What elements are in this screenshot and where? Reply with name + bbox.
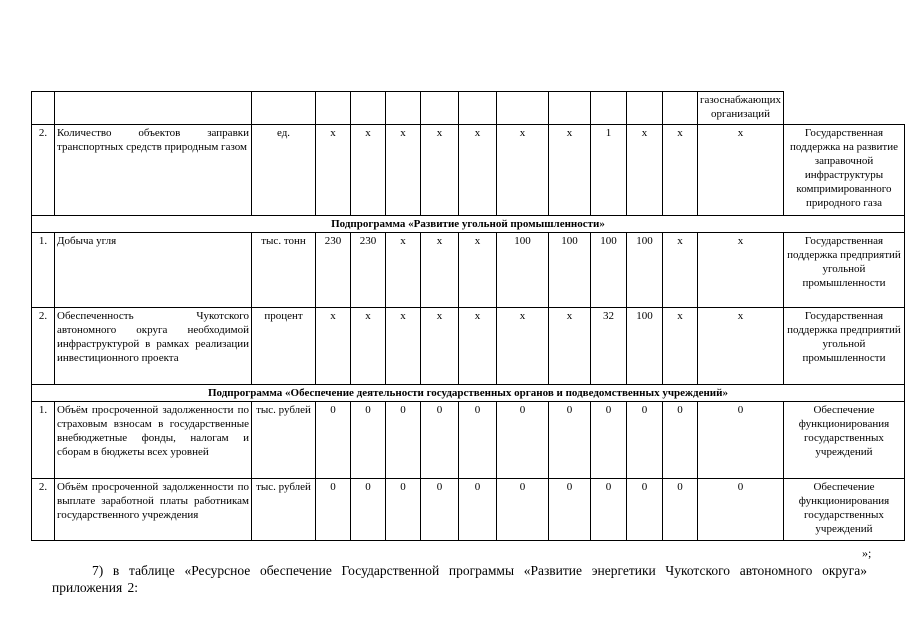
measure-cell: Государственная поддержка предприятий угольной промышленности	[783, 308, 904, 385]
value-cell: х	[459, 125, 497, 216]
row-number-cell: 2.	[32, 308, 55, 385]
indicator-name-cell: Объём просроченной задолженности по страховым взносам в государственные внебюджетные фонды, налогам и сборам в бюджеты всех уровней	[55, 402, 252, 479]
value-cell: х	[549, 125, 591, 216]
value-cell: х	[386, 233, 421, 308]
value-cell: 32	[591, 308, 627, 385]
value-cell: х	[698, 233, 784, 308]
table-row	[32, 233, 905, 308]
row-number-cell: 2.	[32, 479, 55, 541]
empty-cell	[663, 92, 698, 125]
value-cell: х	[459, 308, 497, 385]
value-cell: 0	[351, 402, 386, 479]
measure-cell: газоснабжающих организаций	[698, 92, 784, 125]
value-cell: 0	[591, 402, 627, 479]
unit-cell: ед.	[252, 125, 316, 216]
value-cell: 100	[549, 233, 591, 308]
row-number-cell: 1.	[32, 402, 55, 479]
indicator-name-cell: Добыча угля	[55, 233, 252, 308]
empty-cell	[252, 92, 316, 125]
value-cell: 0	[386, 402, 421, 479]
value-cell: 0	[698, 402, 784, 479]
value-cell: х	[663, 125, 698, 216]
value-cell: 100	[627, 308, 663, 385]
value-cell: 230	[351, 233, 386, 308]
section-row	[32, 216, 905, 233]
indicator-name-cell: Обеспеченность Чукотского автономного округа необходимой инфраструктурой в рамках реализации инвестиционного проекта	[55, 308, 252, 385]
empty-cell	[497, 92, 549, 125]
value-cell: 0	[459, 402, 497, 479]
value-cell: 0	[386, 479, 421, 541]
value-cell: х	[497, 308, 549, 385]
value-cell: 0	[497, 479, 549, 541]
value-cell: 0	[627, 479, 663, 541]
empty-cell	[351, 92, 386, 125]
value-cell: х	[386, 125, 421, 216]
section-row	[32, 385, 905, 402]
value-cell: 0	[316, 479, 351, 541]
unit-cell: тыс. тонн	[252, 233, 316, 308]
empty-cell	[549, 92, 591, 125]
measure-cell: Государственная поддержка предприятий угольной промышленности	[783, 233, 904, 308]
empty-cell	[316, 92, 351, 125]
section-title: Подпрограмма «Обеспечение деятельности государственных органов и подведомственных учреждений»	[32, 385, 905, 402]
value-cell: 0	[698, 479, 784, 541]
value-cell: х	[663, 308, 698, 385]
value-cell: х	[497, 125, 549, 216]
value-cell: 1	[591, 125, 627, 216]
empty-cell	[459, 92, 497, 125]
table-row	[32, 308, 905, 385]
empty-cell	[421, 92, 459, 125]
empty-cell	[627, 92, 663, 125]
measure-cell: Государственная поддержка на развитие заправочной инфраструктуры компримированного природного газа	[783, 125, 904, 216]
value-cell: х	[421, 308, 459, 385]
value-cell: 230	[316, 233, 351, 308]
value-cell: 0	[421, 402, 459, 479]
value-cell: 0	[663, 402, 698, 479]
value-cell: х	[386, 308, 421, 385]
value-cell: х	[698, 308, 784, 385]
measure-cell: Обеспечение функционирования государственных учреждений	[783, 479, 904, 541]
value-cell: 0	[351, 479, 386, 541]
amendment-paragraph: 7) в таблице «Ресурсное обеспечение Государственной программы «Развитие энергетики Чукотского автономного округа» приложения 2:	[52, 563, 867, 595]
empty-cell	[55, 92, 252, 125]
table-row	[32, 125, 905, 216]
section-title: Подпрограмма «Развитие угольной промышленности»	[32, 216, 905, 233]
value-cell: 100	[497, 233, 549, 308]
value-cell: х	[316, 308, 351, 385]
row-number-cell: 1.	[32, 233, 55, 308]
measure-cell: Обеспечение функционирования государственных учреждений	[783, 402, 904, 479]
indicators-table	[31, 91, 905, 541]
value-cell: 100	[627, 233, 663, 308]
value-cell: х	[663, 233, 698, 308]
value-cell: 0	[663, 479, 698, 541]
indicator-name-cell: Количество объектов заправки транспортных средств природным газом	[55, 125, 252, 216]
value-cell: х	[549, 308, 591, 385]
value-cell: 0	[459, 479, 497, 541]
value-cell: х	[316, 125, 351, 216]
value-cell: 0	[591, 479, 627, 541]
value-cell: 0	[316, 402, 351, 479]
value-cell: 0	[549, 479, 591, 541]
empty-cell	[386, 92, 421, 125]
value-cell: 100	[591, 233, 627, 308]
table-row	[32, 92, 905, 125]
value-cell: х	[421, 125, 459, 216]
table-row	[32, 479, 905, 541]
value-cell: 0	[549, 402, 591, 479]
value-cell: х	[421, 233, 459, 308]
empty-cell	[591, 92, 627, 125]
value-cell: 0	[421, 479, 459, 541]
closing-quote: »;	[862, 546, 872, 560]
value-cell: х	[351, 125, 386, 216]
unit-cell: тыс. рублей	[252, 479, 316, 541]
value-cell: х	[351, 308, 386, 385]
value-cell: 0	[497, 402, 549, 479]
value-cell: х	[459, 233, 497, 308]
row-number-cell: 2.	[32, 125, 55, 216]
table-row	[32, 402, 905, 479]
value-cell: 0	[627, 402, 663, 479]
value-cell: х	[627, 125, 663, 216]
indicator-name-cell: Объём просроченной задолженности по выплате заработной платы работникам государственного учреждения	[55, 479, 252, 541]
value-cell: х	[698, 125, 784, 216]
empty-cell	[32, 92, 55, 125]
unit-cell: процент	[252, 308, 316, 385]
unit-cell: тыс. рублей	[252, 402, 316, 479]
